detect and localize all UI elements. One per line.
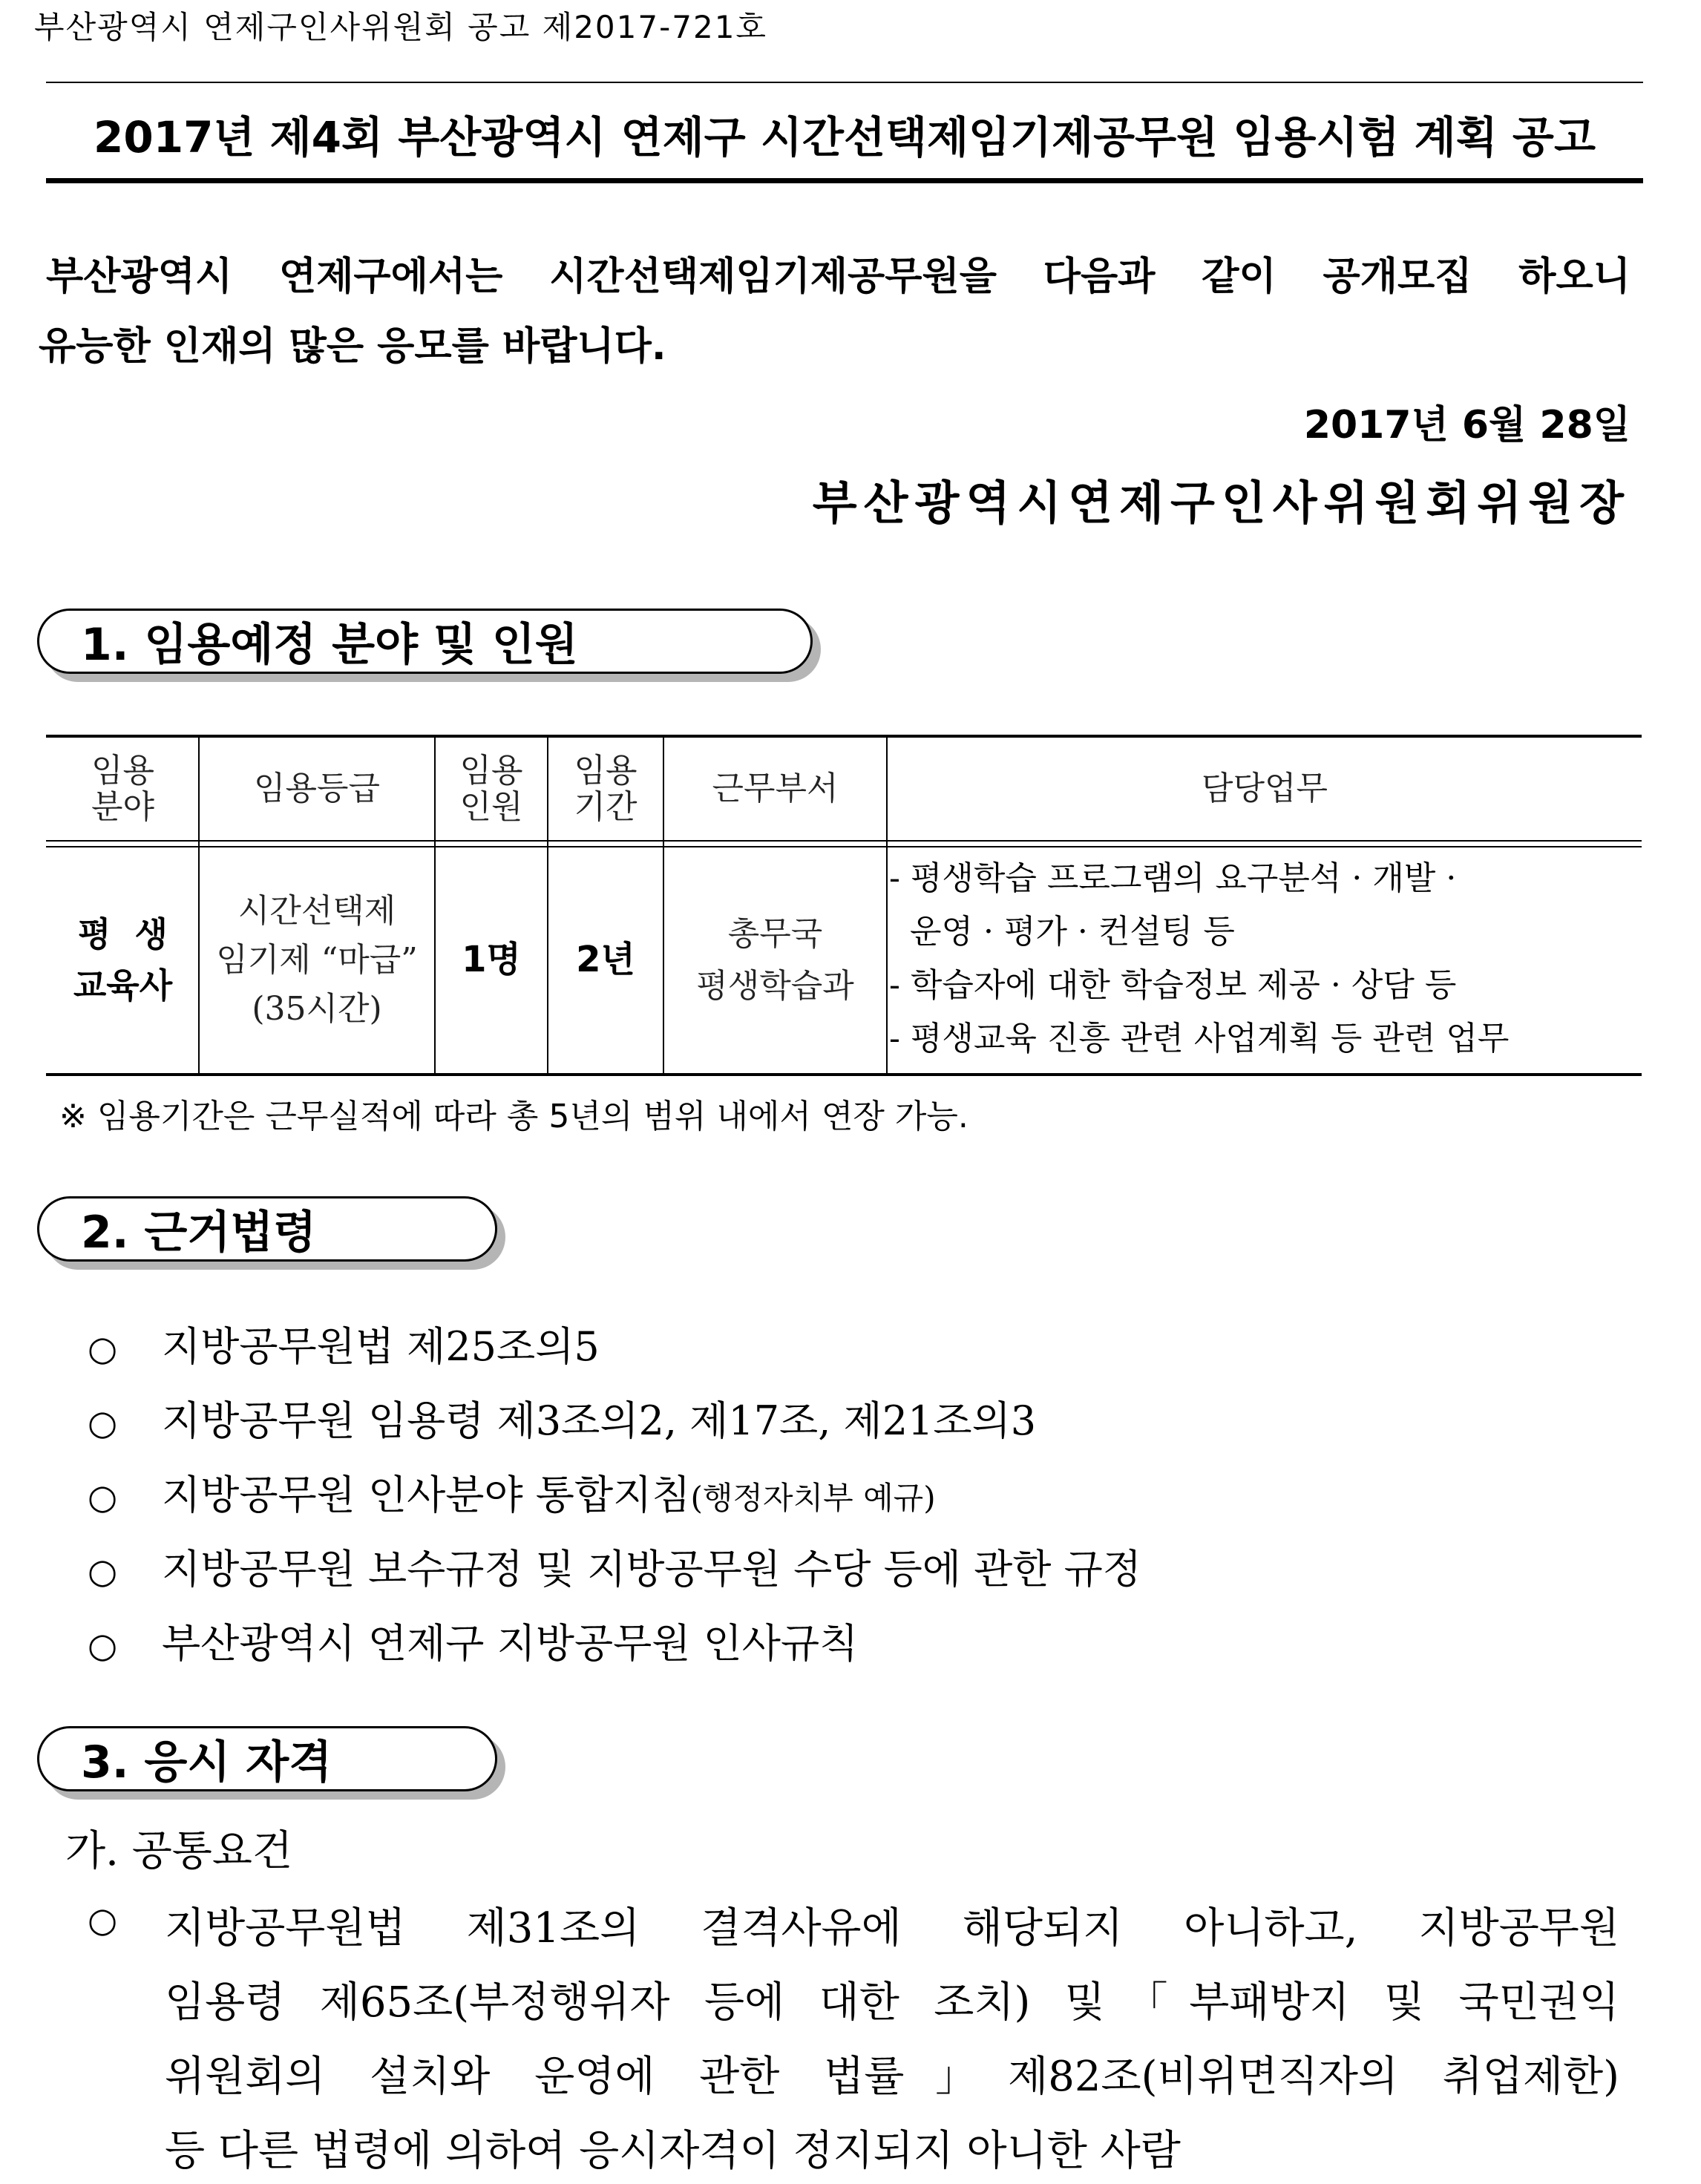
qualification-line: 임용령 제65조(부정행위자 등에 대한 조치) 및「부패방지 및 국민권익 xyxy=(165,1978,1619,2027)
page-title: 2017년 제4회 부산광역시 연제구 시간선택제임기제공무원 임용시험 계획 공고 xyxy=(94,112,1596,163)
section-1-title: 1. 임용예정 분야 및 인원 xyxy=(81,619,578,671)
table-header-rule-1 xyxy=(46,840,1642,842)
qualification-line: 지방공무원법 제31조의 결격사유에 해당되지 아니하고, 지방공무원 xyxy=(165,1904,1619,1952)
duty-item: 운영 · 평가 · 컨설팅 등 xyxy=(889,913,1235,951)
circle-bullet-icon: ○ xyxy=(88,1403,118,1443)
law-item xyxy=(88,1538,1141,1595)
cell-field: 평 생 교육사 xyxy=(73,914,173,1006)
law-item xyxy=(88,1389,1036,1446)
section-3-header xyxy=(37,1726,497,1791)
sub-heading-common-requirements: 가. 공통요건 xyxy=(65,1827,293,1875)
section-2-title: 2. 근거법령 xyxy=(81,1207,317,1259)
cell-period: 2년 xyxy=(576,939,635,981)
header-rule-bottom xyxy=(46,178,1643,183)
header-count: 임용 인원 xyxy=(459,751,523,826)
law-item-text: 지방공무원 인사분야 통합지침 xyxy=(162,1472,691,1518)
law-item xyxy=(88,1315,600,1372)
header-rule-top xyxy=(46,82,1643,83)
law-item xyxy=(88,1612,858,1669)
issuer: 부산광역시연제구인사위원회위원장 xyxy=(812,476,1630,530)
section-3-title: 3. 응시 자격 xyxy=(81,1737,332,1788)
intro-line-1: 부산광역시 연제구에서는 시간선택제임기제공무원을 다음과 같이 공개모집 하오니 xyxy=(46,255,1630,299)
table-bottom-rule xyxy=(46,1073,1642,1076)
circle-bullet-icon: ○ xyxy=(88,1900,118,1940)
law-item-text: 지방공무원 보수규정 및 지방공무원 수당 등에 관한 규정 xyxy=(162,1546,1141,1593)
law-item-text: 지방공무원법 제25조의5 xyxy=(162,1323,600,1370)
table-note: ※ 임용기간은 근무실적에 따라 총 5년의 범위 내에서 연장 가능. xyxy=(59,1098,969,1135)
law-item-note: (행정자치부 예규) xyxy=(690,1480,936,1516)
section-2-header xyxy=(37,1196,497,1262)
cell-grade: 시간선택제 임기제 “마급” (35시간) xyxy=(216,892,418,1028)
notice-date: 2017년 6월 28일 xyxy=(1303,403,1630,447)
circle-bullet-icon: ○ xyxy=(88,1328,118,1368)
cell-count: 1명 xyxy=(462,939,521,981)
header-duties: 담당업무 xyxy=(1201,770,1328,808)
cell-dept: 총무국 평생학습과 xyxy=(696,914,854,1005)
qualification-line: 등 다른 법령에 의하여 응시자격이 정지되지 아니한 사람 xyxy=(165,2127,1181,2175)
header-dept: 근무부서 xyxy=(712,770,839,808)
cell-duties xyxy=(889,852,1509,1066)
section-1-header xyxy=(37,609,813,674)
circle-bullet-icon: ○ xyxy=(88,1551,118,1591)
header-field: 임용 분야 xyxy=(91,751,154,826)
duty-item: - 학습자에 대한 학습정보 제공 · 상담 등 xyxy=(889,966,1457,1004)
qualification-line: 위원회의 설치와 운영에 관한 법률」제82조(비위면직자의 취업제한) xyxy=(165,2053,1619,2101)
law-item xyxy=(88,1463,936,1521)
law-item-text: 부산광역시 연제구 지방공무원 인사규칙 xyxy=(162,1620,859,1667)
intro-line-2: 유능한 인재의 많은 응모를 바랍니다. xyxy=(39,324,666,369)
duty-item: - 평생교육 진흥 관련 사업계획 등 관련 업무 xyxy=(889,1020,1510,1057)
header-period: 임용 기간 xyxy=(574,751,638,826)
header-grade: 임용등급 xyxy=(253,770,380,808)
notice-number: 부산광역시 연제구인사위원회 공고 제2017-721호 xyxy=(34,9,767,45)
circle-bullet-icon: ○ xyxy=(88,1625,118,1665)
circle-bullet-icon: ○ xyxy=(88,1477,118,1517)
duty-item: - 평생학습 프로그램의 요구분석 · 개발 · xyxy=(889,859,1457,897)
law-item-text: 지방공무원 임용령 제3조의2, 제17조, 제21조의3 xyxy=(162,1397,1037,1444)
